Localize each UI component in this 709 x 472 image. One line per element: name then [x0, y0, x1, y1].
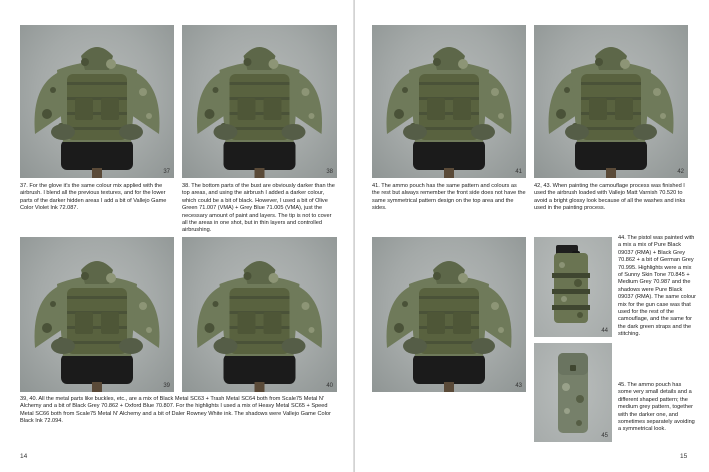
bust-illustration — [534, 25, 688, 178]
figure-number: 41 — [515, 169, 522, 175]
figure-number: 44 — [601, 328, 608, 334]
caption-45: 45. The ammo pouch has some very small details and a different shaped pattern; the medium grey pattern, together with the darker one, and sometimes separately avoiding a symmetrical look. — [618, 382, 695, 433]
photo-40 — [182, 237, 337, 392]
caption-42-43: 42, 43. When painting the camouflage process was finished I used the airbrush loaded with Vallejo Matt Varnish 70.520 to avoid a bright glossy look because of all the washes and inks used in the painting process. — [534, 183, 686, 212]
figure-number: 42 — [677, 169, 684, 175]
photo-39 — [20, 237, 174, 392]
bust-illustration — [20, 25, 174, 178]
figure-number: 39 — [163, 383, 170, 389]
caption-41: 41. The ammo pouch has the same pattern and colours as the rest but always remember the front side does not have the same symmetrical pattern design on the top area and the sides. — [372, 183, 526, 212]
page-number-left: 14 — [20, 453, 28, 460]
left-page — [0, 0, 354, 472]
pouch-illustration — [534, 343, 612, 442]
bust-illustration — [372, 25, 526, 178]
photo-45-ammo-pouch — [534, 343, 612, 442]
right-page — [355, 0, 709, 472]
caption-38: 38. The bottom parts of the bust are obviously darker than the top areas, and using the airbrush I added a darker colour, which could be a bit of black. However, I used a bit of Olive Green 71.007 (VMA) + Grey Blue 71.005 (VMA), just the necessary amount of paint and layers. The tip is not to cover all the areas in one shot, but in thin layers and controlled airbrushing. — [182, 183, 335, 234]
photo-38 — [182, 25, 337, 178]
photo-42 — [534, 25, 688, 178]
caption-37: 37. For the glove it's the same colour mix applied with the airbrush. I blend all the previous textures, and for the lower parts of the darker hidden areas I add a bit of Vallejo Game Color Violet Ink 72.087. — [20, 183, 167, 212]
caption-39-40: 39, 40. All the metal parts like buckles, etc., are a mix of Black Metal SC63 + Trash Metal SC64 both from Scale75 Metal N' Alchemy and a bit of Black Grey 70.862 + Oxford Blue 70.807. For the highlights I used a mix of Heavy Metal SC65 + Speed Metal SC66 both from Scale75 Metal N' Alchemy and a bit of Daler Rowney White ink. The shadows were Vallejo Game Color Black Ink 72.094. — [20, 396, 331, 425]
bust-illustration — [182, 237, 337, 392]
figure-number: 45 — [601, 433, 608, 439]
photo-37 — [20, 25, 174, 178]
caption-44: 44. The pistol was painted with a mix a mix of Pure Black 09037 (RMA) + Black Grey 70.862 + a bit of German Grey 70.995. Highlights were a mix of Sunny Skin Tone 70.845 + Medium Grey 70.987 and the shadows were Pure Black 09037 (RMA). The same colour mix for the gun case was that used for the rest of the camouflage, and the same for the dark green straps and the stitching. — [618, 235, 696, 338]
photo-41 — [372, 25, 526, 178]
photo-44-pistol-holster — [534, 237, 612, 337]
bust-illustration — [372, 237, 526, 392]
photo-43 — [372, 237, 526, 392]
holster-illustration — [534, 237, 612, 337]
figure-number: 43 — [515, 383, 522, 389]
figure-number: 37 — [163, 169, 170, 175]
bust-illustration — [20, 237, 174, 392]
bust-illustration — [182, 25, 337, 178]
figure-number: 38 — [326, 169, 333, 175]
figure-number: 40 — [326, 383, 333, 389]
page-number-right: 15 — [680, 453, 688, 460]
